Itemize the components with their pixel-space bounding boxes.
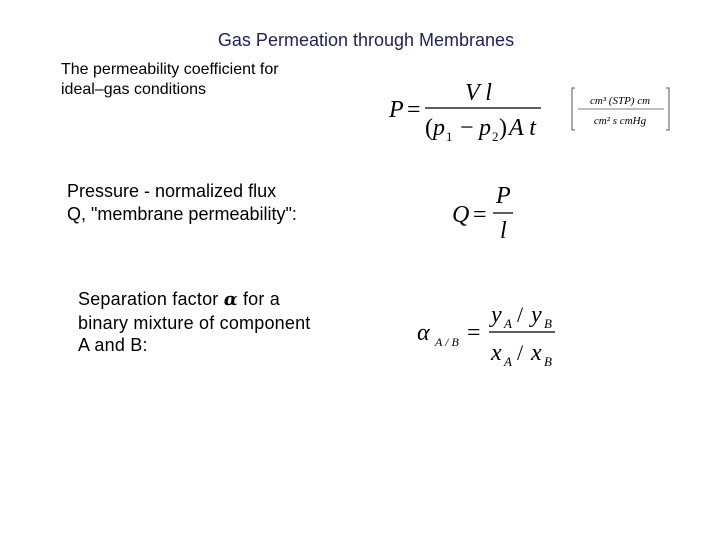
svg-text:p: p (433, 115, 445, 141)
svg-text:/: / (517, 340, 524, 365)
svg-text:=: = (473, 202, 487, 228)
alpha-symbol: α (223, 289, 238, 310)
separation-line-1-end: for a (242, 289, 280, 309)
svg-text:=: = (467, 320, 481, 346)
flux-line-2: Q, "membrane permeability": (67, 203, 297, 224)
svg-text:A / B: A / B (435, 335, 459, 349)
separation-factor-equation (415, 300, 565, 370)
svg-text:V l: V l (465, 80, 492, 106)
svg-text:=: = (407, 97, 421, 123)
separation-line-1 (78, 288, 311, 312)
svg-text:B: B (544, 354, 552, 369)
units-numerator: cm³ (STP) cm (589, 95, 651, 107)
permeability-equation (385, 75, 555, 145)
separation-description (78, 288, 311, 357)
svg-text:1: 1 (446, 129, 453, 144)
svg-text:): ) (499, 115, 507, 141)
svg-text:Q: Q (452, 202, 470, 228)
svg-text:P: P (496, 183, 511, 209)
flux-line-1: Pressure - normalized flux (67, 181, 277, 201)
svg-text:2: 2 (492, 129, 499, 144)
svg-text:(: ( (425, 115, 433, 141)
svg-text:y: y (531, 302, 542, 328)
flux-description (67, 180, 297, 225)
svg-text:A: A (504, 354, 512, 369)
svg-text:y: y (491, 302, 502, 328)
slide-title: Gas Permeation through Membranes (217, 30, 515, 50)
svg-text:x: x (531, 340, 542, 366)
permeability-line-2: ideal–gas conditions (61, 81, 206, 98)
permeability-units (570, 85, 680, 135)
svg-text:l: l (500, 218, 507, 244)
svg-text:x: x (491, 340, 502, 366)
separation-line-2: binary mixture of component (78, 312, 311, 333)
units-denominator: cm² s cmHg (593, 115, 647, 127)
svg-text:/: / (517, 302, 524, 327)
svg-text:B: B (544, 316, 552, 331)
svg-text:α: α (417, 320, 430, 346)
permeability-line-1: The permeability coefficient for (61, 61, 279, 78)
separation-line-3: A and B: (78, 335, 148, 355)
svg-text:A: A (504, 316, 512, 331)
separation-line-1-start: Separation factor (78, 289, 219, 309)
svg-text:−: − (460, 115, 474, 141)
svg-text:p: p (479, 115, 491, 141)
svg-text:P: P (389, 97, 404, 123)
svg-text:A t: A t (509, 115, 536, 141)
permeability-description (61, 60, 279, 100)
flux-equation (450, 180, 520, 245)
